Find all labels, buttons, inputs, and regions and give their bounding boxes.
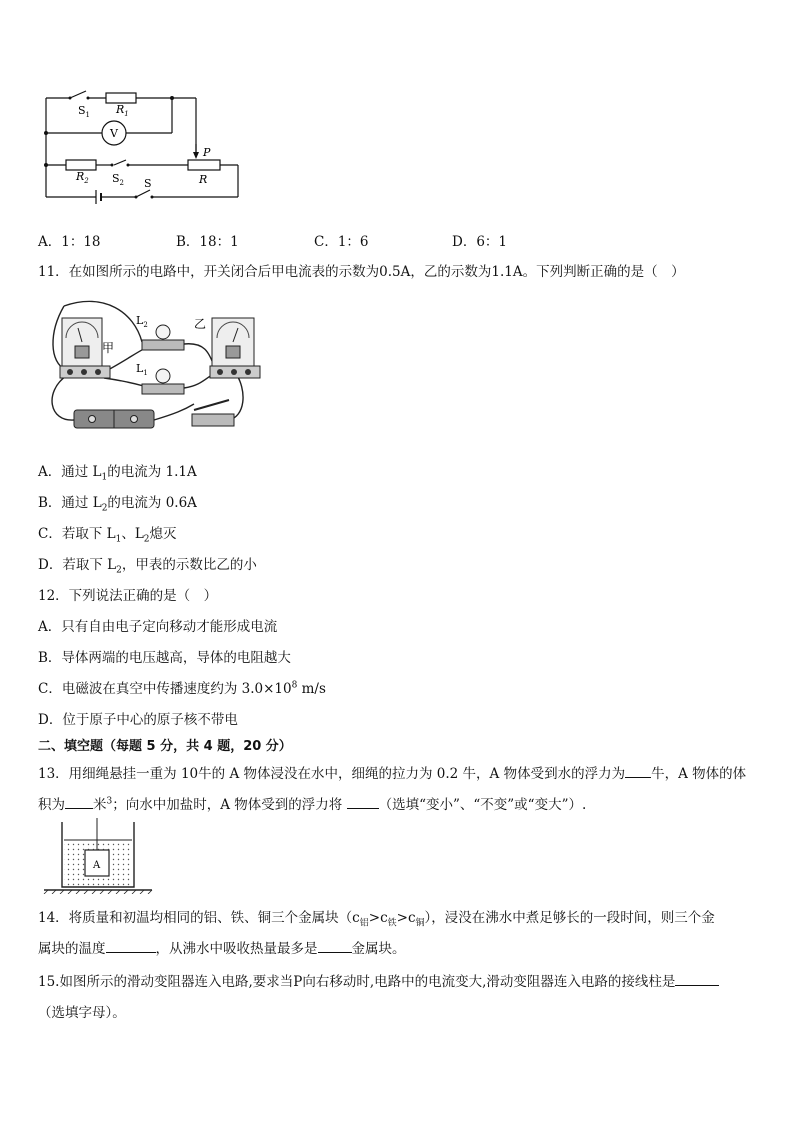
q10-option-d: D．6：1 [452, 234, 508, 250]
q15-answer-blank[interactable] [675, 973, 719, 986]
q11-option-c: C．若取下 $L_1$、$L_2$熄灭 [38, 526, 177, 545]
voltmeter-label: V [110, 127, 118, 140]
q11-option-a: A．通过 $L_1$的电流为 1.1A [38, 464, 197, 483]
l2-label: $L_2$ [136, 314, 148, 329]
q13-answer-blank-2[interactable] [65, 796, 93, 809]
q11-option-d: D．若取下 $L_2$，甲表的示数比乙的小 [38, 557, 257, 576]
q12-option-c: C．电磁波在真空中传播速度约为 $3.0\times 10^8$ m/s [38, 680, 326, 697]
q15-line2: （选填字母）。 [38, 1005, 126, 1021]
q14-line2: 属块的温度 ，从沸水中吸收热量最多是 金属块。 [38, 941, 406, 957]
q15-line1: 15.如图所示的滑动变阻器连入电路,要求当P向右移动时,电路中的电流变大,滑动变阻器连入电路的接线柱是 [38, 970, 719, 990]
q12-stem: 12．下列说法正确的是（ ） [38, 588, 218, 604]
q13-line1: 13．用细绳悬挂一重为 10牛的 A 物体浸没在水中，细绳的拉力为 0.2 牛，A 物体受到水的浮力为 牛，A 物体的体 [38, 766, 747, 782]
q11-stem: 11．在如图所示的电路中，开关闭合后甲电流表的示数为0.5A，乙的示数为1.1A。下列判断正确的是（ ） [38, 264, 685, 280]
q10-option-c: C．1：6 [314, 234, 369, 250]
l1-label: $L_1$ [136, 362, 148, 377]
q14-answer-blank-1[interactable] [106, 940, 156, 953]
r2-label: $R_2$ [76, 170, 89, 185]
q13-line2: 积为 米$^3$；向水中加盐时，A 物体受到的浮力将 （选填“变小”、“不变”或“变大”）. [38, 796, 587, 813]
q12-option-a: A．只有自由电子定向移动才能形成电流 [38, 619, 278, 635]
ammeter-jia-label: 甲 [102, 341, 115, 355]
circuit-diagram-q10 [38, 86, 248, 211]
q12-option-d: D．位于原子中心的原子核不带电 [38, 712, 238, 728]
beaker-diagram-q13 [42, 818, 154, 894]
p-label: P [203, 146, 211, 159]
q14-answer-blank-2[interactable] [318, 940, 352, 953]
s1-label: $S_1$ [78, 104, 91, 119]
q13-answer-blank-3[interactable] [347, 796, 379, 809]
section-fill-in-heading: 二、填空题（每题 5 分，共 4 题，20 分） [38, 739, 292, 754]
circuit-photo-q11 [44, 292, 262, 437]
q11-option-b: B．通过 $L_2$的电流为 0.6A [38, 495, 197, 514]
q12-option-b: B．导体两端的电压越高，导体的电阻越大 [38, 650, 291, 666]
block-a-label: A [93, 860, 101, 871]
s-label: S [144, 177, 152, 190]
ammeter-yi-label: 乙 [194, 317, 207, 331]
q14-line1: 14．将质量和初温均相同的铝、铁、铜三个金属块$(c_铝>c_铁>c_铜)$，浸没在沸水中煮足够长的一段时间，则三个金 [38, 910, 715, 929]
s2-label: $S_2$ [112, 172, 125, 187]
r1-label: $R_1$ [116, 103, 129, 118]
q13-answer-blank-1[interactable] [625, 765, 651, 778]
q10-option-a: A．1：18 [38, 234, 101, 250]
r-label: R [199, 173, 208, 186]
q10-option-b: B．18：1 [176, 234, 239, 250]
